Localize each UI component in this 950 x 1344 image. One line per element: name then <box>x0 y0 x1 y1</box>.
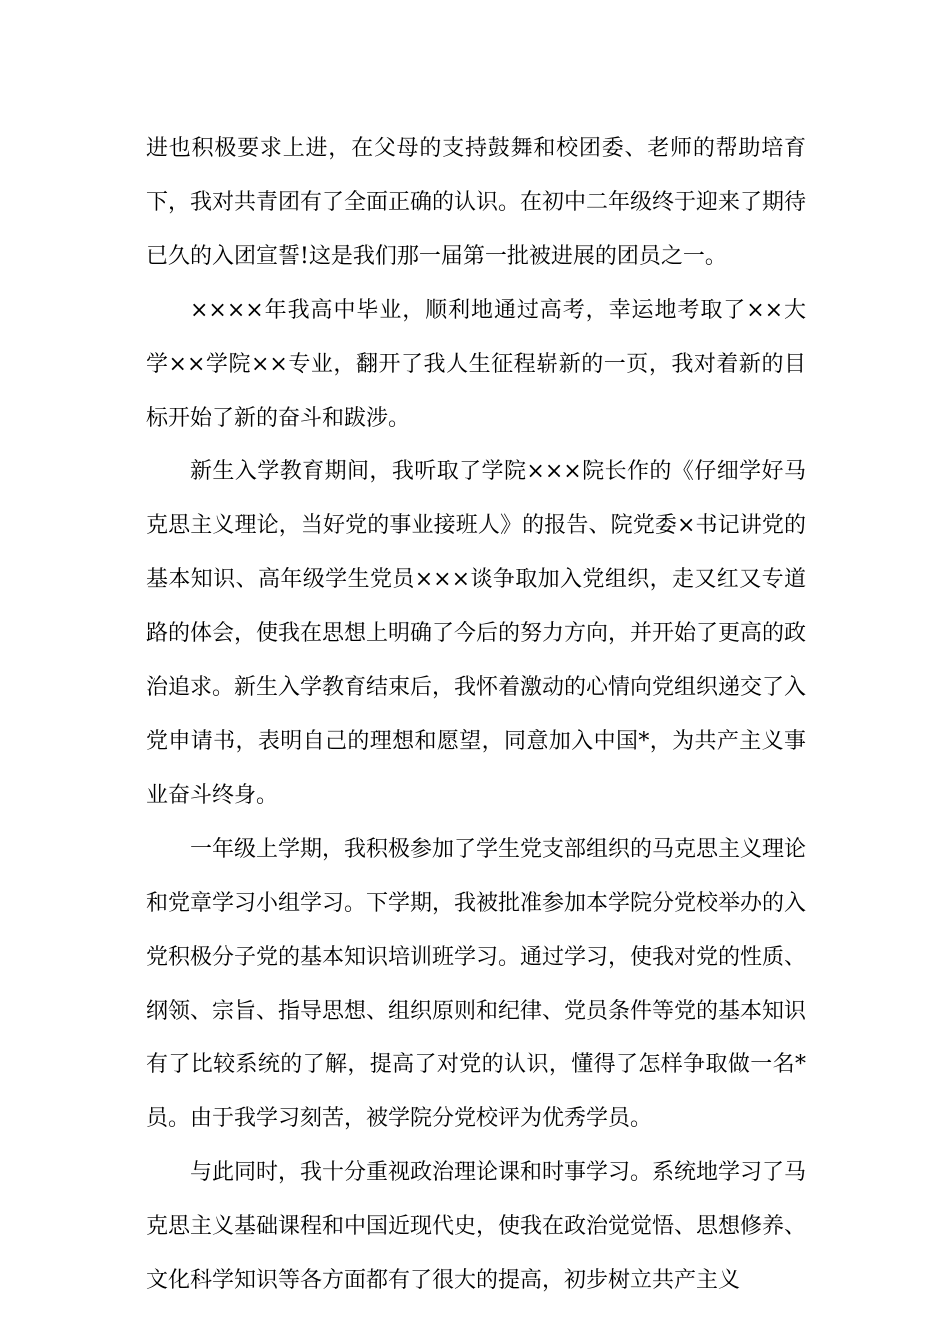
paragraph-5: 与此同时，我十分重视政治理论课和时事学习。系统地学习了马克思主义基础课程和中国近现代史，使我在政治觉觉悟、思想修养、文化科学知识等各方面都有了很大的提高，初步树立共产主义 <box>146 1160 807 1294</box>
paragraph-2: ××××年我高中毕业，顺利地通过高考，幸运地考取了××大学××学院××专业，翻开了我人生征程崭新的一页，我对着新的目标开始了新的奋斗和跋涉。 <box>146 297 806 431</box>
document-body <box>146 122 806 1308</box>
paragraph-4: 一年级上学期，我积极参加了学生党支部组织的马克思主义理论和党章学习小组学习。下学期，我被批准参加本学院分党校举办的入党积极分子党的基本知识培训班学习。通过学习，使我对党的性质、纲领、宗旨、指导思想、组织原则和纪律、党员条件等党的基本知识有了比较系统的了解，提高了对党的认识，懂得了怎样争取做一名*员。由于我学习刻苦，被学院分党校评为优秀学员。 <box>146 836 807 1132</box>
paragraph-1: 进也积极要求上进，在父母的支持鼓舞和校团委、老师的帮助培育下，我对共青团有了全面正确的认识。在初中二年级终于迎来了期待已久的入团宣誓!这是我们那一届第一批被进展的团员之一。 <box>146 136 807 269</box>
paragraph-3: 新生入学教育期间，我听取了学院×××院长作的《仔细学好马克思主义理论，当好党的事业接班人》的报告、院党委×书记讲党的基本知识、高年级学生党员×××谈争取加入党组织，走又红又专道路的体会，使我在思想上明确了今后的努力方向，并开始了更高的政治追求。新生入学教育结束后，我怀着激动的心情向党组织递交了入党申请书，表明自己的理想和愿望，同意加入中国*，为共产主义事业奋斗终身。 <box>146 459 807 808</box>
